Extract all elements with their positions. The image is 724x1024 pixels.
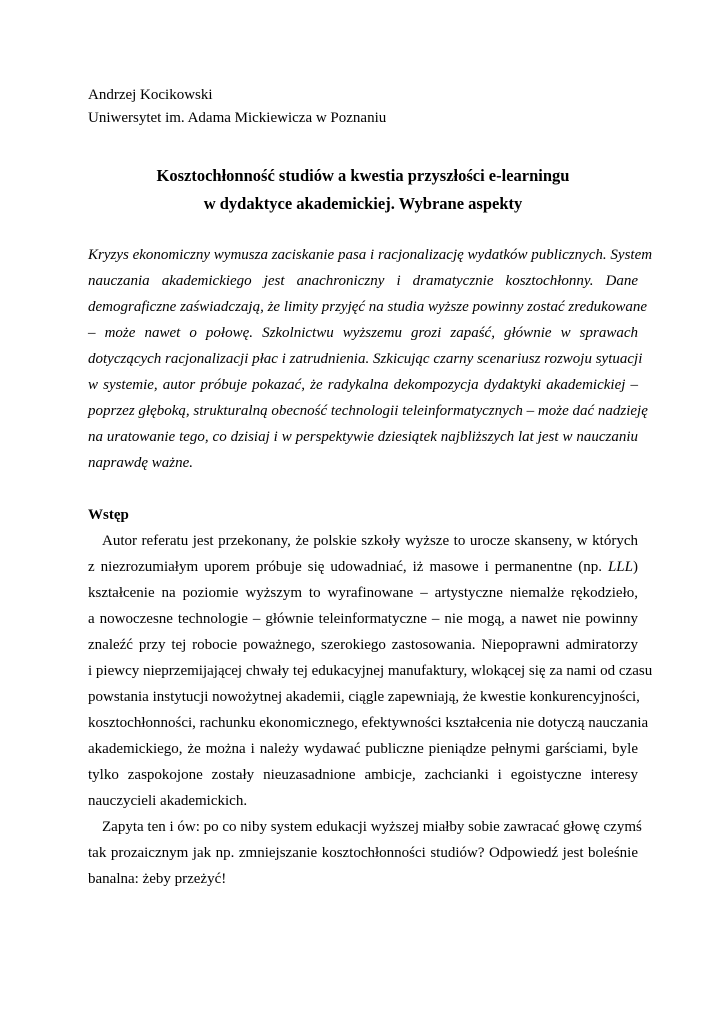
body-line: znaleźć przy tej robocie poważnego, szerokiego zastosowania. Niepoprawni admiratorzy	[88, 637, 638, 653]
paper-title	[88, 162, 638, 218]
body-text-italic: LLL	[607, 559, 633, 575]
abstract-line: poprzez głęboką, strukturalną obecność technologii teleinformatycznych – może dać nadzieję	[88, 403, 648, 419]
abstract-line: – może nawet o połowę. Szkolnictwu wyższemu grozi zapaść, głównie w sprawach	[88, 325, 638, 341]
abstract-line: naprawdę ważne.	[88, 455, 193, 471]
title-line-1: Kosztochłonność studiów a kwestia przyszłości e-learningu	[156, 166, 570, 185]
body-line: akademickiego, że można i należy wydawać publiczne pieniądze pełnymi garściami, byle	[88, 741, 638, 757]
title-line-2: w dydaktyce akademickiej. Wybrane aspekty	[203, 194, 523, 213]
abstract-line: demograficzne zaświadczają, że limity przyjęć na studia wyższe powinny zostać zredukowane	[88, 299, 647, 315]
body-line: Autor referatu jest przekonany, że polskie szkoły wyższe to urocze skanseny, w których	[102, 533, 638, 549]
body-line: tak prozaicznym jak np. zmniejszanie kosztochłonności studiów? Odpowiedź jest boleśnie	[88, 845, 638, 861]
body-line: kosztochłonności, rachunku ekonomicznego, efektywności kształcenia nie dotyczą nauczania	[88, 715, 649, 731]
abstract-line: w systemie, autor próbuje pokazać, że radykalna dekompozycja dydaktyki akademickiej –	[88, 377, 638, 393]
body-line: tylko zaspokojone zostały nieuzasadnione ambicje, zachcianki i egoistyczne interesy	[88, 767, 638, 783]
body-paragraph-2	[88, 814, 642, 892]
body-line: kształcenie na poziomie wyższym to wyrafinowane – artystyczne niemalże rękodzieło,	[88, 585, 638, 601]
section-heading: Wstęp	[88, 507, 129, 523]
body-line: nauczycieli akademickich.	[88, 793, 248, 809]
body-line: i piewcy nieprzemijającej chwały tej edukacyjnej manufaktury, wlokącej się za nami od czasu	[88, 663, 653, 679]
abstract	[88, 242, 653, 476]
author-name: Andrzej Kocikowski	[88, 87, 213, 103]
abstract-line: Kryzys ekonomiczny wymusza zaciskanie pasa i racjonalizację wydatków publicznych. System	[88, 247, 653, 263]
abstract-line: na uratowanie tego, co dzisiaj i w perspektywie dziesiątek najbliższych lat jest w nauczaniu	[88, 429, 638, 445]
body-line	[88, 554, 638, 580]
author-affiliation: Uniwersytet im. Adama Mickiewicza w Poznaniu	[88, 110, 387, 126]
body-line: banalna: żeby przeżyć!	[88, 871, 227, 887]
document-page	[88, 84, 653, 892]
body-text-run: )	[633, 559, 638, 575]
body-paragraph-1	[88, 528, 653, 814]
abstract-line: dotyczących racjonalizacji płac i zatrudnienia. Szkicując czarny scenariusz rozwoju sytuacji	[88, 351, 643, 367]
body-text-run: z niezrozumiałym uporem próbuje się udowadniać, iż masowe i permanentne (np.	[88, 559, 608, 575]
body-line: Zapyta ten i ów: po co niby system edukacji wyższej miałby sobie zawracać głowę czymś	[102, 819, 642, 835]
body-line: powstania instytucji nowożytnej akademii, ciągle zapewniają, że kwestie konkurencyjności,	[88, 689, 640, 705]
abstract-line: nauczania akademickiego jest anachroniczny i dramatycznie kosztochłonny. Dane	[88, 273, 638, 289]
author-block	[88, 84, 638, 130]
body-line: a nowoczesne technologie – głównie teleinformatyczne – nie mogą, a nawet nie powinny	[88, 611, 638, 627]
